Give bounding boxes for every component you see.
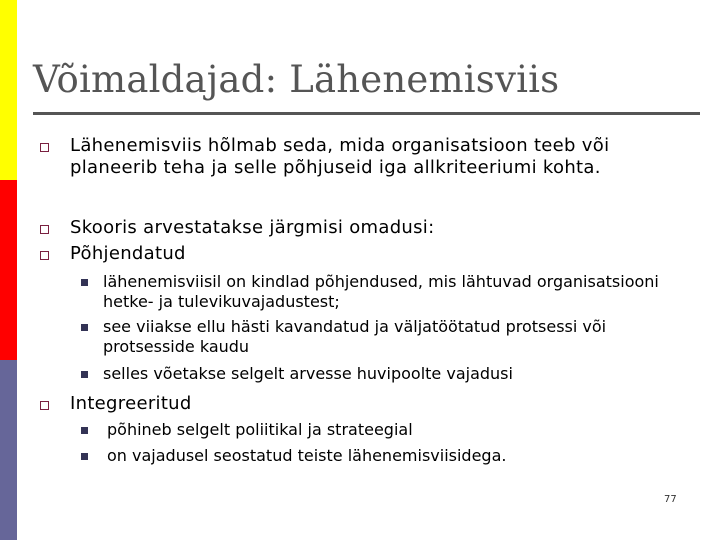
sub-bullet-square-icon [81, 427, 88, 434]
bullet-justified: Põhjendatud [70, 243, 186, 264]
sidebar-color-bar [0, 0, 17, 540]
sidebar-yellow-segment [0, 0, 17, 180]
bullet-square-icon [40, 401, 49, 410]
page-number: 77 [664, 494, 677, 505]
bullet-square-icon [40, 143, 49, 152]
bullet-square-icon [40, 225, 49, 234]
bullet-integrated: Integreeritud [70, 393, 192, 414]
bullet-approach: Lähenemisviis hõlmab seda, mida organisatsioon teeb või planeerib teha ja selle põhjuseid iga allkriteeriumi kohta. [70, 135, 610, 178]
sidebar-red-segment [0, 180, 17, 360]
bullet-square-icon [40, 251, 49, 260]
title-underline [33, 112, 700, 115]
sidebar-gray-segment [0, 360, 17, 540]
sub-bullet-integrated-2: on vajadusel seostatud teiste lähenemisviisidega. [107, 446, 507, 465]
sub-bullet-justified-3: selles võetakse selgelt arvesse huvipoolte vajadusi [103, 364, 513, 383]
sub-bullet-justified-1: lähenemisviisil on kindlad põhjendused, mis lähtuvad organisatsiooni hetke- ja tulevikuvajadustest; [103, 272, 659, 311]
bullet-scoring: Skooris arvestatakse järgmisi omadusi: [70, 217, 435, 238]
slide-title: Võimaldajad: Lähenemisviis [33, 58, 560, 101]
sub-bullet-integrated-1: põhineb selgelt poliitikal ja strateegial [107, 420, 413, 439]
sub-bullet-square-icon [81, 371, 88, 378]
sub-bullet-square-icon [81, 453, 88, 460]
sub-bullet-square-icon [81, 279, 88, 286]
sub-bullet-justified-2: see viiakse ellu hästi kavandatud ja väljatöötatud protsessi või protsesside kaudu [103, 317, 607, 356]
sub-bullet-square-icon [81, 324, 88, 331]
